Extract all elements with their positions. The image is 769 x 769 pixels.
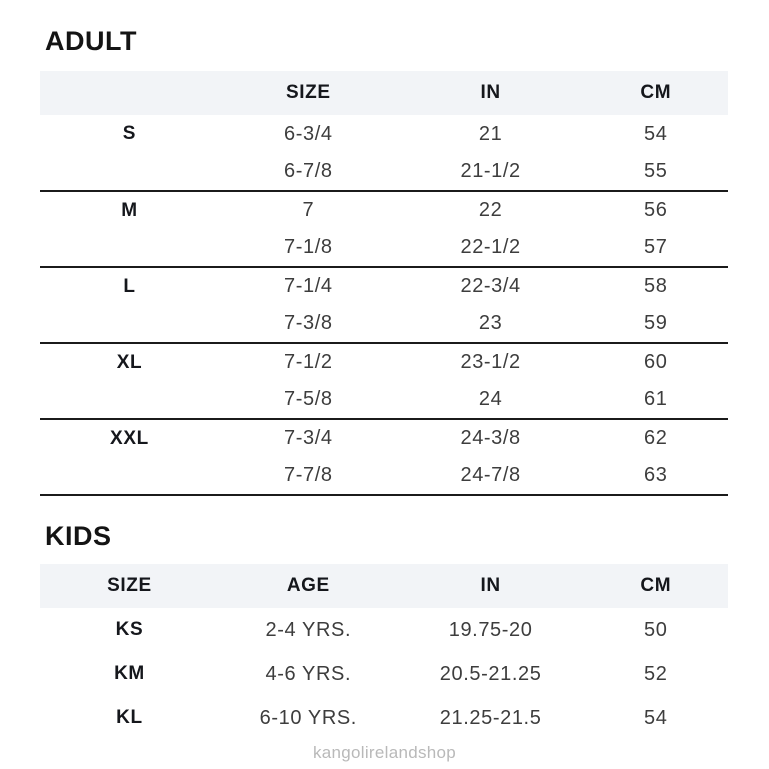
size-label: XL [116, 351, 143, 373]
cell-cm: 54 [644, 122, 668, 145]
cell-in: 20.5-21.25 [439, 662, 542, 685]
table-row [40, 191, 728, 229]
cell-size: 6-3/4 [284, 122, 333, 145]
kids-col-age: AGE [219, 564, 398, 608]
cell-in: 21-1/2 [398, 153, 584, 191]
size-label: L [123, 275, 136, 297]
size-label: KS [115, 619, 144, 640]
cell-cm: 55 [584, 153, 729, 191]
cell-size: 7-5/8 [219, 381, 398, 419]
cell-size: 7-7/8 [219, 457, 398, 495]
watermark-text: kangolirelandshop [312, 743, 457, 762]
kids-section-title: KIDS [45, 521, 112, 551]
size-label: M [121, 199, 138, 221]
adult-col-cm: CM [584, 71, 729, 115]
size-label: XXL [110, 427, 149, 449]
cell-cm: 60 [644, 351, 668, 373]
adult-col-blank [40, 71, 219, 115]
size-label-empty [40, 381, 219, 419]
table-row [40, 696, 728, 740]
cell-age: 6-10 YRS. [259, 706, 357, 729]
size-label-empty [40, 457, 219, 495]
kids-col-size: SIZE [40, 564, 219, 608]
cell-cm: 62 [644, 427, 668, 449]
cell-cm: 63 [584, 457, 729, 495]
cell-cm: 59 [584, 305, 729, 343]
table-row [40, 229, 728, 267]
table-row [40, 153, 728, 191]
cell-in: 21.25-21.5 [439, 706, 542, 729]
cell-cm: 57 [584, 229, 729, 267]
table-row [40, 267, 728, 305]
cell-in: 24 [398, 381, 584, 419]
size-label: KL [116, 707, 143, 728]
cell-in: 21 [478, 122, 503, 145]
cell-size: 7-3/4 [284, 427, 333, 449]
size-label: KM [114, 663, 145, 684]
table-row [40, 457, 728, 495]
size-label: S [122, 123, 137, 144]
cell-cm: 54 [644, 706, 668, 729]
cell-size: 7-3/8 [219, 305, 398, 343]
table-row [40, 343, 728, 381]
cell-in: 22 [478, 199, 503, 221]
cell-in: 23 [398, 305, 584, 343]
size-label-empty [40, 229, 219, 267]
kids-col-cm: CM [584, 564, 729, 608]
cell-size: 7-1/2 [284, 351, 333, 373]
cell-size: 7 [302, 199, 315, 221]
cell-in: 22-1/2 [398, 229, 584, 267]
kids-size-table [40, 564, 728, 740]
adult-col-in: IN [398, 71, 584, 115]
kids-col-in: IN [398, 564, 584, 608]
cell-cm: 56 [644, 199, 668, 221]
adult-header-row [40, 71, 728, 115]
table-row [40, 419, 728, 457]
size-label-empty [40, 153, 219, 191]
cell-cm: 50 [644, 618, 668, 641]
cell-in: 24-3/8 [460, 427, 521, 449]
table-row [40, 652, 728, 696]
table-row [40, 608, 728, 652]
table-row [40, 381, 728, 419]
adult-col-size: SIZE [219, 71, 398, 115]
cell-in: 22-3/4 [460, 275, 521, 297]
cell-in: 24-7/8 [398, 457, 584, 495]
cell-cm: 52 [644, 662, 668, 685]
table-row [40, 115, 728, 153]
cell-size: 7-1/4 [284, 275, 333, 297]
cell-size: 6-7/8 [219, 153, 398, 191]
cell-cm: 61 [584, 381, 729, 419]
cell-size: 7-1/8 [219, 229, 398, 267]
kids-header-row [40, 564, 728, 608]
cell-age: 2-4 YRS. [265, 618, 352, 641]
table-row [40, 305, 728, 343]
cell-age: 4-6 YRS. [265, 662, 352, 685]
adult-section-title: ADULT [45, 26, 137, 56]
cell-in: 19.75-20 [448, 618, 533, 641]
size-label-empty [40, 305, 219, 343]
cell-in: 23-1/2 [460, 351, 521, 373]
adult-size-table [40, 71, 728, 496]
cell-cm: 58 [644, 275, 668, 297]
